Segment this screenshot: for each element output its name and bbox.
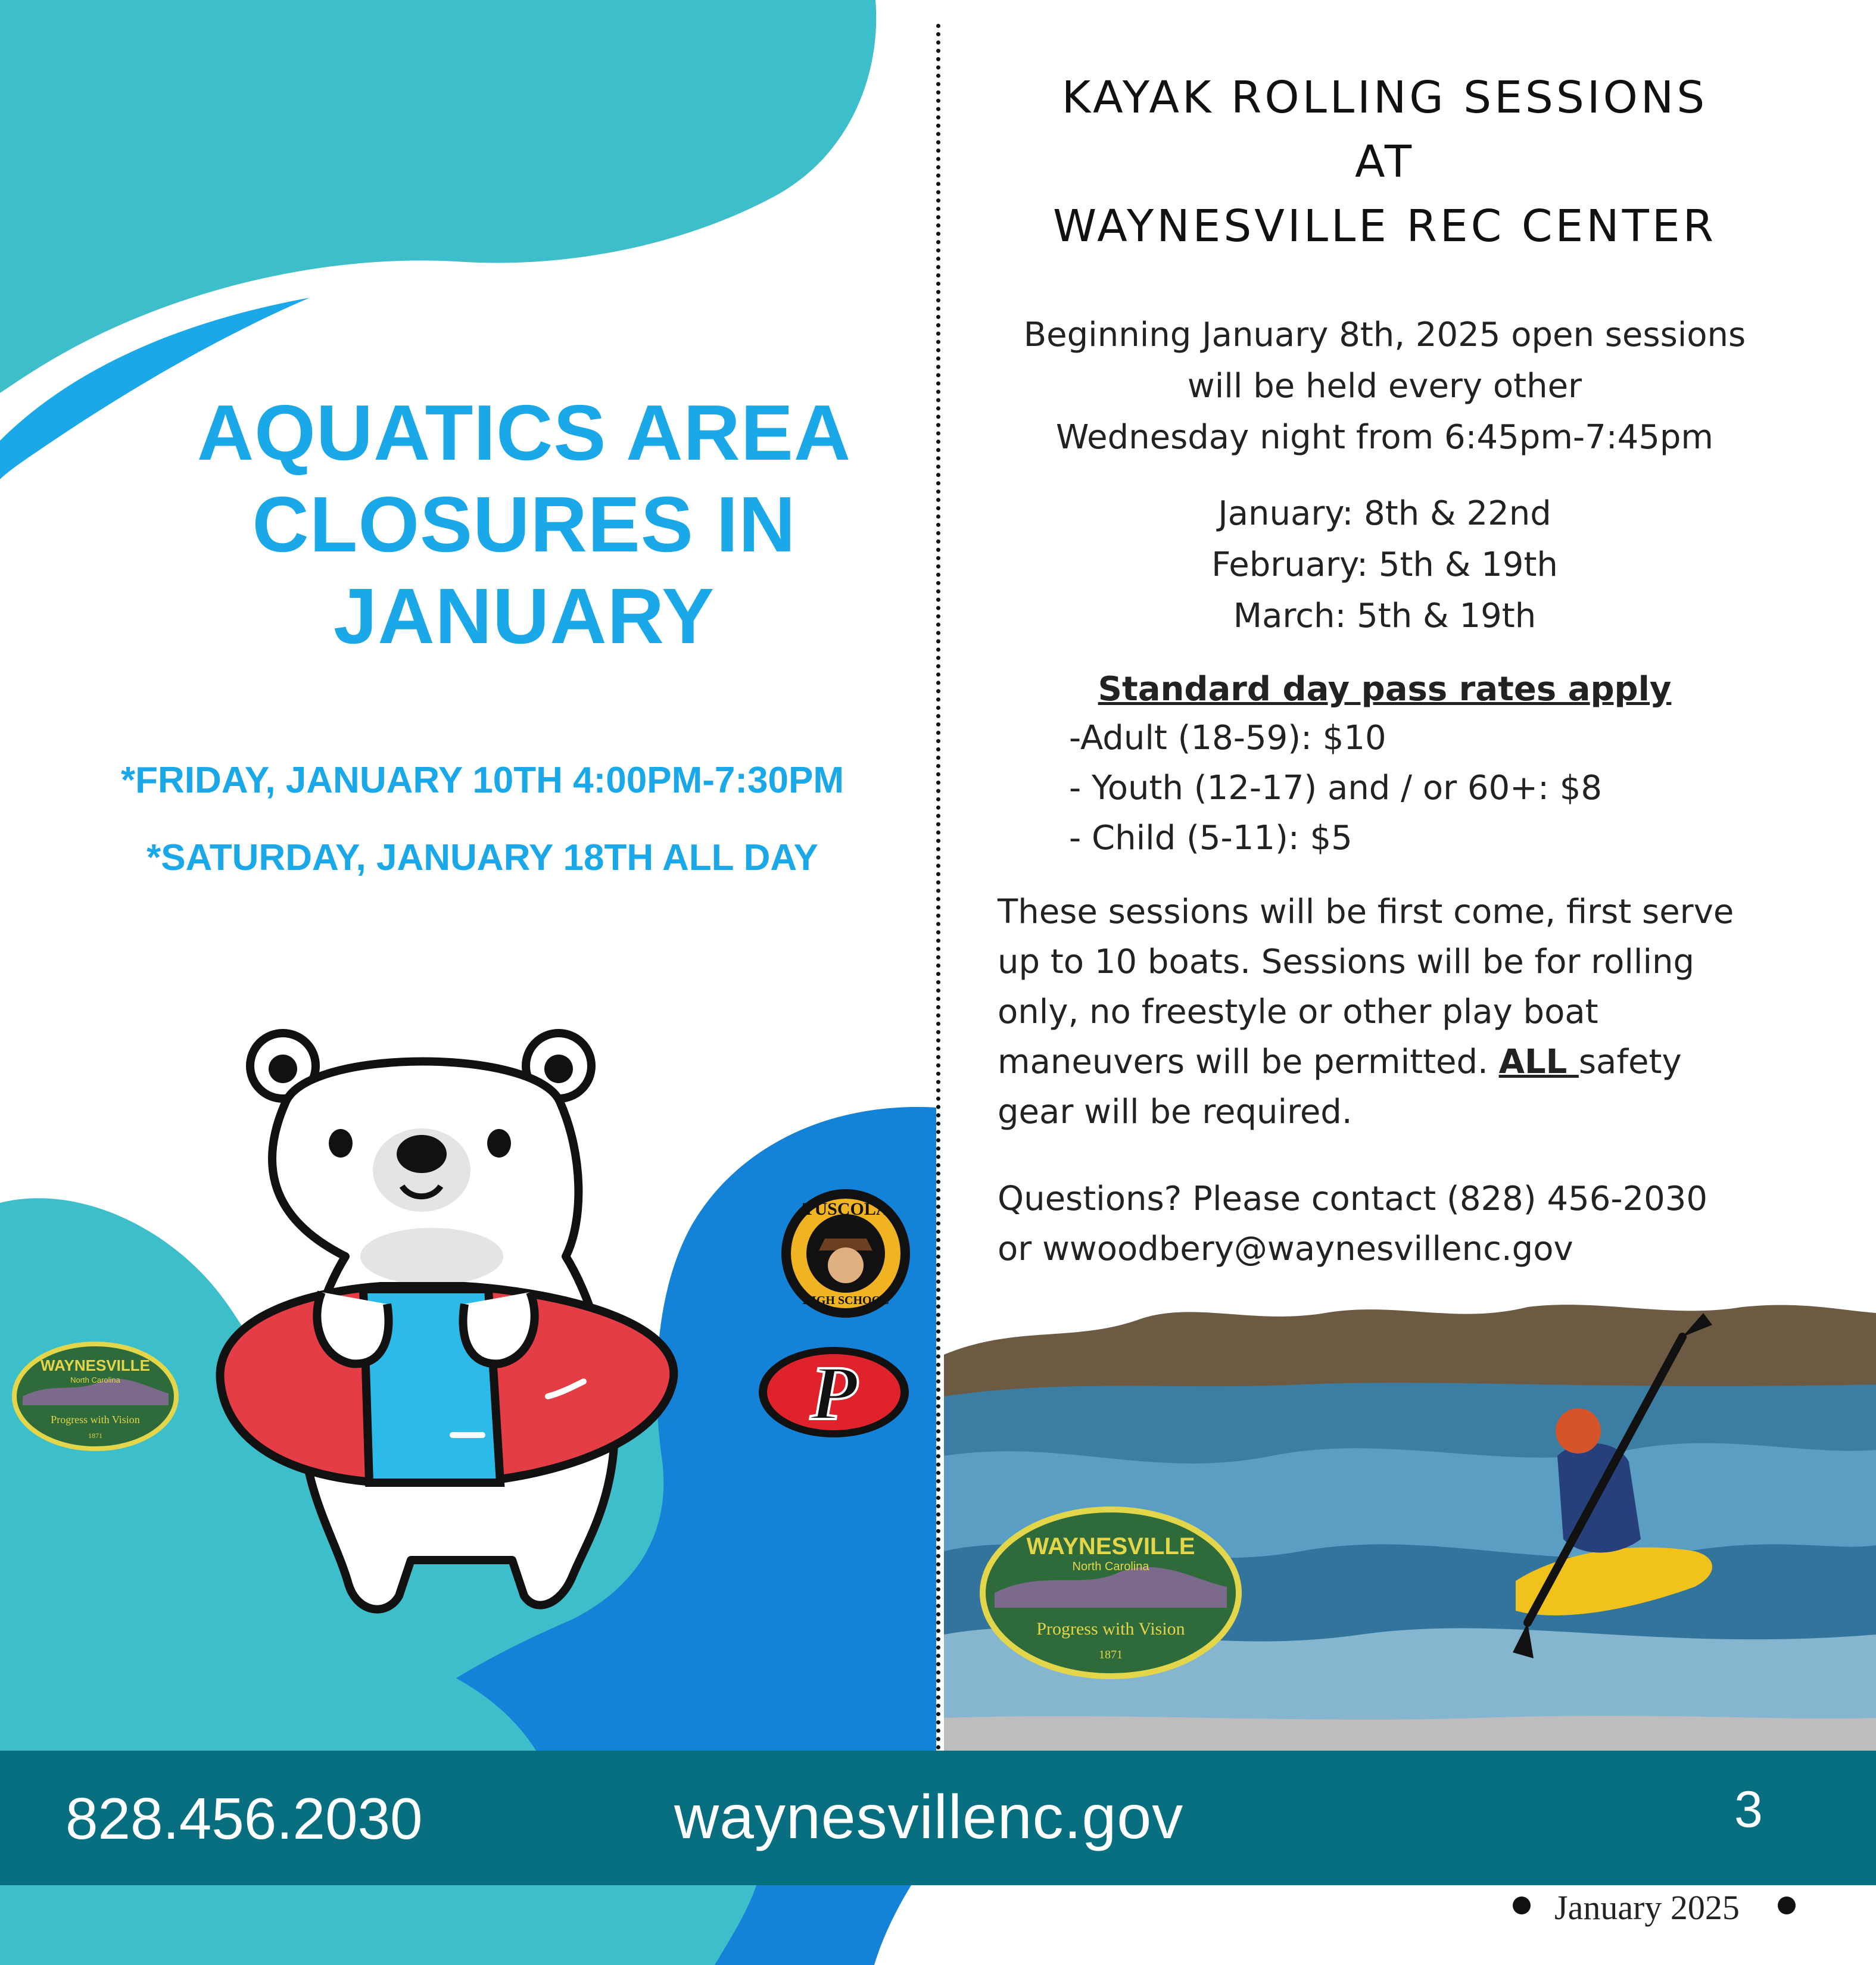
contact-line: or wwoodbery@waynesvillenc.gov bbox=[998, 1230, 1573, 1268]
rules-line: These sessions will be first come, first serve bbox=[998, 893, 1734, 931]
bullet-dot bbox=[1778, 1897, 1796, 1914]
date-line: February: 5th & 19th bbox=[1211, 545, 1558, 584]
pisgah-letter: P bbox=[810, 1350, 858, 1436]
rules-prefix: maneuvers will be permitted. bbox=[998, 1043, 1499, 1081]
photo-logo-year: 1871 bbox=[1099, 1648, 1123, 1661]
tuscola-name: TUSCOLA bbox=[802, 1199, 889, 1219]
photo-logo-motto: Progress with Vision bbox=[1036, 1619, 1185, 1639]
bullet-dot bbox=[1513, 1897, 1531, 1914]
heading-line: KAYAK ROLLING SESSIONS bbox=[1061, 72, 1708, 123]
closure-date-1: *FRIDAY, JANUARY 10TH 4:00PM-7:30PM bbox=[121, 760, 844, 801]
session-dates bbox=[965, 488, 1805, 642]
issue-date: January 2025 bbox=[1554, 1888, 1740, 1927]
footer-phone: 828.456.2030 bbox=[66, 1786, 423, 1851]
rates-list bbox=[1069, 713, 1602, 863]
kayak-heading bbox=[965, 66, 1805, 258]
intro-line: Beginning January 8th, 2025 open sessions bbox=[1023, 316, 1746, 354]
title-line: AQUATICS AREA bbox=[197, 389, 852, 476]
rules-line: only, no freestyle or other play boat bbox=[998, 993, 1598, 1031]
rate-line: -Adult (18-59): $10 bbox=[1069, 719, 1386, 757]
heading-line: AT bbox=[1354, 136, 1415, 188]
closures-title bbox=[107, 387, 941, 662]
rate-line: - Youth (12-17) and / or 60+: $8 bbox=[1069, 769, 1603, 807]
rules-text bbox=[998, 887, 1734, 1137]
heading-line: WAYNESVILLE REC CENTER bbox=[1053, 201, 1716, 252]
logo-motto: Progress with Vision bbox=[51, 1414, 140, 1426]
rate-line: - Child (5-11): $5 bbox=[1069, 819, 1353, 857]
rules-all-emphasis: ALL bbox=[1498, 1043, 1579, 1081]
photo-logo-state: North Carolina bbox=[1072, 1560, 1149, 1573]
contact-text bbox=[998, 1174, 1707, 1274]
waynesville-photo-logo bbox=[977, 1504, 1245, 1682]
dotted-divider bbox=[936, 24, 940, 1751]
page-number: 3 bbox=[1734, 1781, 1763, 1838]
polar-bear-illustration bbox=[202, 1024, 727, 1643]
tuscola-high-school-logo bbox=[777, 1185, 914, 1322]
rules-line: up to 10 boats. Sessions will be for rolling bbox=[998, 943, 1695, 981]
date-line: March: 5th & 19th bbox=[1233, 597, 1537, 635]
pisgah-p-logo bbox=[756, 1345, 911, 1440]
waynesville-logo bbox=[11, 1340, 180, 1453]
logo-state: North Carolina bbox=[70, 1376, 120, 1384]
intro-line: Wednesday night from 6:45pm-7:45pm bbox=[1056, 418, 1713, 457]
date-line: January: 8th & 22nd bbox=[1218, 494, 1551, 533]
rules-line: gear will be required. bbox=[998, 1093, 1353, 1131]
tuscola-subtitle: HIGH SCHOOL bbox=[802, 1294, 889, 1307]
rules-suffix: safety bbox=[1578, 1043, 1682, 1081]
title-line: CLOSURES IN bbox=[252, 481, 796, 568]
rules-line bbox=[998, 1037, 1734, 1087]
logo-name: WAYNESVILLE bbox=[40, 1356, 150, 1374]
contact-line: Questions? Please contact (828) 456-2030 bbox=[998, 1180, 1708, 1218]
intro-text bbox=[965, 310, 1805, 463]
intro-line: will be held every other bbox=[1187, 367, 1582, 406]
closure-date-2: *SATURDAY, JANUARY 18TH ALL DAY bbox=[147, 837, 818, 878]
title-line: JANUARY bbox=[333, 572, 715, 660]
logo-year: 1871 bbox=[88, 1431, 102, 1440]
rates-heading: Standard day pass rates apply bbox=[1098, 670, 1672, 709]
photo-logo-name: WAYNESVILLE bbox=[1026, 1533, 1195, 1559]
footer-website: waynesvillenc.gov bbox=[674, 1783, 1184, 1852]
